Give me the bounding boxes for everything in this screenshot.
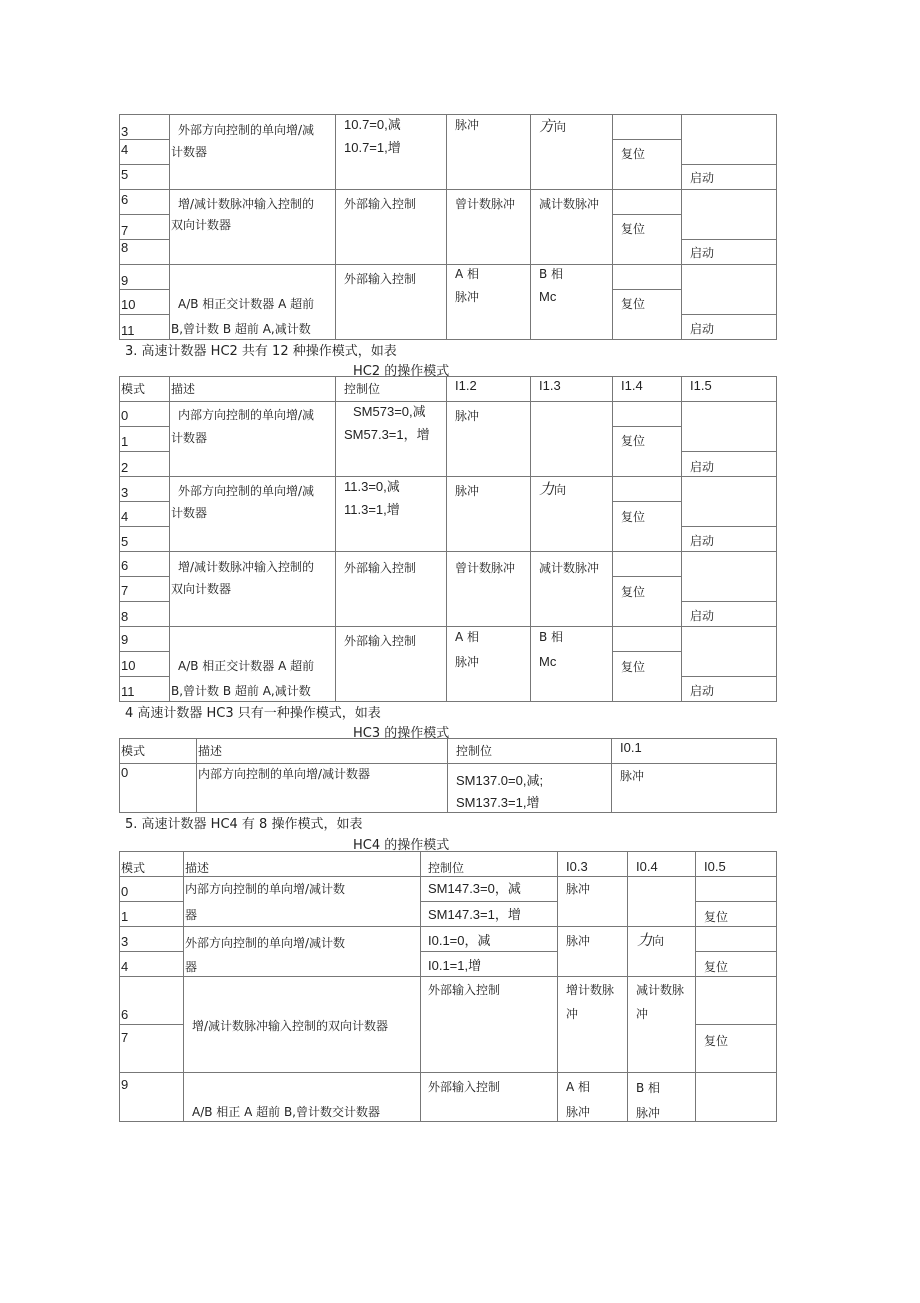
desc-text: 器 — [185, 908, 198, 922]
input-text: A 相 — [566, 1080, 591, 1094]
input-text-part: 力 — [539, 480, 555, 498]
desc-cell — [170, 477, 336, 552]
input-text: 冲 — [566, 1007, 579, 1021]
desc-text: 增/减计数脉冲输入控制的 — [178, 560, 315, 574]
mode-number: 7 — [121, 1030, 129, 1045]
ctrl-text: I0.1=1,增 — [428, 958, 482, 973]
input-text: 减计数脉冲 — [539, 197, 600, 211]
header-ctrl: 控制位 — [344, 382, 381, 396]
mode-number: 5 — [121, 534, 129, 549]
desc-cell — [184, 1073, 421, 1122]
mode-cell — [120, 627, 170, 652]
start-text: 启动 — [690, 534, 715, 548]
reset-text: 复位 — [621, 660, 646, 674]
header-mode: 模式 — [121, 382, 146, 396]
reset-cell — [613, 652, 682, 702]
input-text: 冲 — [636, 1007, 649, 1021]
ctrl-text: SM573=0,减 — [353, 404, 426, 419]
ctrl-text: 外部输入控制 — [344, 634, 417, 648]
mode-number: 11 — [121, 684, 135, 699]
input-text: Mc — [539, 654, 557, 669]
hc3-intro: 4 高速计数器 HC3 只有一种操作模式，如表 — [125, 706, 381, 721]
mode-cell — [120, 877, 184, 902]
reset-text: 复位 — [621, 147, 646, 161]
ctrl-cell — [421, 1073, 558, 1122]
desc-text: 内部方向控制的单向增/减 — [178, 408, 315, 422]
start-cell — [682, 240, 777, 265]
mode-cell — [120, 190, 170, 215]
header-input: I0.3 — [566, 859, 588, 874]
ctrl-cell — [336, 265, 447, 340]
desc-text: 外部方向控制的单向增/减 — [178, 123, 315, 137]
mode-cell — [120, 602, 170, 627]
input-text: 脉冲 — [636, 1106, 661, 1120]
input-text-part: 向 — [554, 120, 567, 134]
ctrl-text: 11.3=0,减 — [344, 479, 400, 494]
input-text: 脉冲 — [455, 409, 480, 423]
mode-cell — [120, 452, 170, 477]
mode-number: 8 — [121, 240, 129, 255]
start-cell — [682, 315, 777, 340]
header-cell — [120, 739, 197, 764]
mode-cell — [120, 577, 170, 602]
start-cell — [682, 452, 777, 477]
reset-cell — [696, 902, 777, 927]
hc2-intro: 3. 高速计数器 HC2 共有 12 种操作模式，如表 — [125, 344, 397, 359]
start-cell — [682, 627, 777, 677]
mode-cell — [120, 240, 170, 265]
reset-cell — [696, 977, 777, 1025]
input-cell — [628, 877, 696, 927]
ctrl-cell — [421, 902, 558, 927]
mode-number: 6 — [121, 558, 129, 573]
reset-text: 复位 — [621, 510, 646, 524]
mode-cell — [120, 165, 170, 190]
start-text: 启动 — [690, 609, 715, 623]
mode-number: 3 — [121, 124, 129, 139]
mode-number: 3 — [121, 934, 129, 949]
desc-cell — [197, 764, 448, 813]
mode-number: 4 — [121, 142, 129, 157]
start-cell — [682, 677, 777, 702]
input-text: 曾计数脉冲 — [455, 197, 516, 211]
mode-number: 6 — [121, 192, 129, 207]
mode-cell — [120, 402, 170, 427]
mode-cell — [120, 502, 170, 527]
input-cell — [531, 477, 613, 552]
desc-cell — [170, 115, 336, 190]
ctrl-text: 外部输入控制 — [344, 197, 417, 211]
header-cell — [197, 739, 448, 764]
input-cell — [531, 265, 613, 340]
mode-cell — [120, 952, 184, 977]
reset-cell — [696, 1025, 777, 1073]
input-text-part: 向 — [652, 934, 665, 948]
mode-number: 9 — [121, 632, 129, 647]
input-text: 增计数脉 — [566, 983, 615, 997]
header-cell — [447, 377, 531, 402]
mode-number: 7 — [121, 583, 129, 598]
start-cell — [682, 265, 777, 315]
mode-number: 0 — [121, 408, 129, 423]
header-desc: 描述 — [171, 382, 196, 396]
header-input: I1.4 — [621, 378, 643, 393]
ctrl-cell — [448, 764, 612, 813]
header-cell — [613, 377, 682, 402]
reset-cell — [696, 952, 777, 977]
input-text: 脉冲 — [566, 934, 591, 948]
input-text: 脉冲 — [566, 882, 591, 896]
input-cell — [447, 402, 531, 477]
header-desc: 描述 — [185, 861, 210, 875]
reset-text: 复位 — [704, 1034, 729, 1048]
start-cell — [682, 402, 777, 452]
reset-cell — [613, 265, 682, 290]
input-cell — [531, 552, 613, 627]
mode-number: 0 — [121, 765, 129, 780]
reset-cell — [696, 927, 777, 952]
mode-number: 1 — [121, 909, 129, 924]
hc1-mode-table — [119, 114, 777, 340]
header-cell — [558, 852, 628, 877]
reset-cell — [613, 402, 682, 427]
mode-number: 1 — [121, 434, 129, 449]
header-input: I1.2 — [455, 378, 477, 393]
reset-cell — [613, 427, 682, 477]
desc-cell — [184, 927, 421, 977]
ctrl-text: 10.7=1,增 — [344, 140, 401, 155]
header-desc: 描述 — [198, 744, 223, 758]
header-cell — [170, 377, 336, 402]
reset-text: 复位 — [621, 434, 646, 448]
ctrl-text: 外部输入控制 — [344, 272, 417, 286]
input-text: B 相 — [636, 1081, 661, 1095]
ctrl-text: SM57.3=1，增 — [344, 427, 430, 442]
header-cell — [682, 377, 777, 402]
desc-text: 内部方向控制的单向增/减计数 — [185, 882, 346, 896]
header-ctrl: 控制位 — [428, 861, 465, 875]
header-input: I1.3 — [539, 378, 561, 393]
mode-cell — [120, 265, 170, 290]
mode-cell — [120, 764, 197, 813]
input-text: A 相 — [455, 267, 480, 281]
start-cell — [682, 527, 777, 552]
reset-cell — [613, 477, 682, 502]
ctrl-text: SM137.3=1,增 — [456, 795, 540, 810]
mode-number: 6 — [121, 1007, 129, 1022]
input-cell — [558, 1073, 628, 1122]
hc3-mode-table — [119, 738, 777, 813]
reset-text: 复位 — [704, 960, 729, 974]
ctrl-text: 外部输入控制 — [428, 983, 501, 997]
reset-text: 复位 — [621, 585, 646, 599]
desc-text: 双向计数器 — [171, 582, 232, 596]
input-cell — [531, 115, 613, 190]
input-text-part: 方 — [539, 117, 555, 135]
mode-cell — [120, 527, 170, 552]
input-cell — [531, 627, 613, 702]
start-cell — [682, 165, 777, 190]
header-cell — [448, 739, 612, 764]
desc-text: 增/减计数脉冲输入控制的双向计数器 — [192, 1019, 389, 1033]
header-cell — [120, 377, 170, 402]
reset-cell — [613, 140, 682, 190]
reset-text: 复位 — [621, 222, 646, 236]
start-text: 启动 — [690, 684, 715, 698]
input-cell — [612, 764, 777, 813]
desc-cell — [184, 877, 421, 927]
input-text: 脉冲 — [455, 290, 480, 304]
mode-cell — [120, 215, 170, 240]
reset-cell — [613, 502, 682, 552]
desc-text: 器 — [185, 960, 198, 974]
mode-cell — [120, 902, 184, 927]
header-cell — [421, 852, 558, 877]
input-text: 减计数脉 — [636, 983, 685, 997]
input-text — [539, 482, 566, 497]
start-cell — [682, 602, 777, 627]
mode-cell — [120, 1025, 184, 1073]
desc-text: A/B 相正交计数器 A 超前 — [178, 659, 315, 673]
reset-cell — [613, 190, 682, 215]
input-cell — [447, 552, 531, 627]
input-cell — [628, 977, 696, 1073]
input-cell — [558, 927, 628, 977]
ctrl-text: 11.3=1,增 — [344, 502, 400, 517]
mode-cell — [120, 315, 170, 340]
mode-cell — [120, 477, 170, 502]
ctrl-text: 10.7=0,减 — [344, 117, 401, 132]
hc2-caption: HC2 的操作模式 — [353, 364, 450, 379]
desc-cell — [184, 977, 421, 1073]
mode-number: 11 — [121, 323, 135, 338]
mode-cell — [120, 140, 170, 165]
header-cell — [696, 852, 777, 877]
mode-number: 0 — [121, 884, 129, 899]
mode-number: 9 — [121, 1077, 129, 1092]
desc-text: 内部方向控制的单向增/减计数器 — [198, 767, 371, 781]
input-text: Mc — [539, 289, 557, 304]
desc-cell — [170, 552, 336, 627]
mode-number: 2 — [121, 460, 129, 475]
mode-cell — [120, 115, 170, 140]
ctrl-cell — [336, 627, 447, 702]
reset-cell — [696, 877, 777, 902]
mode-number: 8 — [121, 609, 129, 624]
reset-cell — [613, 552, 682, 577]
desc-cell — [170, 402, 336, 477]
hc4-mode-table — [119, 851, 777, 1122]
desc-text: 计数器 — [171, 145, 208, 159]
ctrl-text: 外部输入控制 — [428, 1080, 501, 1094]
header-cell — [531, 377, 613, 402]
mode-number: 7 — [121, 223, 129, 238]
mode-number: 10 — [121, 297, 136, 312]
start-cell — [682, 115, 777, 165]
mode-cell — [120, 290, 170, 315]
desc-text: 计数器 — [171, 431, 208, 445]
hc3-caption: HC3 的操作模式 — [353, 726, 450, 741]
header-input: I0.1 — [620, 740, 642, 755]
ctrl-text: SM147.3=0，减 — [428, 881, 521, 896]
input-cell — [447, 477, 531, 552]
input-text: 脉冲 — [566, 1105, 591, 1119]
desc-text: 增/减计数脉冲输入控制的 — [178, 197, 315, 211]
reset-cell — [613, 215, 682, 265]
ctrl-cell — [421, 977, 558, 1073]
header-mode: 模式 — [121, 744, 146, 758]
ctrl-cell — [421, 877, 558, 902]
mode-number: 4 — [121, 959, 129, 974]
ctrl-cell — [336, 477, 447, 552]
ctrl-text: I0.1=0，减 — [428, 933, 491, 948]
mode-number: 10 — [121, 658, 136, 673]
desc-cell — [170, 265, 336, 340]
mode-cell — [120, 977, 184, 1025]
reset-cell — [696, 1073, 777, 1122]
start-text: 启动 — [690, 246, 715, 260]
input-cell — [447, 115, 531, 190]
ctrl-cell — [421, 927, 558, 952]
ctrl-cell — [336, 190, 447, 265]
reset-cell — [613, 290, 682, 340]
start-text: 启动 — [690, 460, 715, 474]
desc-text: 计数器 — [171, 506, 208, 520]
reset-text: 复位 — [621, 297, 646, 311]
reset-cell — [613, 577, 682, 627]
input-text: 脉冲 — [455, 118, 480, 132]
mode-number: 3 — [121, 485, 129, 500]
header-ctrl: 控制位 — [456, 744, 493, 758]
header-input: I0.5 — [704, 859, 726, 874]
desc-text: B,曾计数 B 超前 A,减计数 — [171, 684, 311, 698]
reset-text: 复位 — [704, 910, 729, 924]
input-cell — [628, 1073, 696, 1122]
start-cell — [682, 477, 777, 527]
start-cell — [682, 190, 777, 240]
desc-cell — [170, 190, 336, 265]
mode-cell — [120, 1073, 184, 1122]
input-text-part: 向 — [554, 483, 567, 497]
ctrl-text: SM137.0=0,减; — [456, 773, 544, 788]
desc-text: 外部方向控制的单向增/减计数 — [185, 936, 346, 950]
input-cell — [447, 190, 531, 265]
start-text: 启动 — [690, 322, 715, 336]
start-text: 启动 — [690, 171, 715, 185]
input-text: 曾计数脉冲 — [455, 561, 516, 575]
mode-cell — [120, 552, 170, 577]
input-text-part: 力 — [637, 931, 653, 949]
input-text — [637, 933, 664, 948]
ctrl-cell — [336, 402, 447, 477]
mode-number: 9 — [121, 273, 129, 288]
mode-cell — [120, 927, 184, 952]
input-text: 减计数脉冲 — [539, 561, 600, 575]
input-cell — [531, 190, 613, 265]
input-cell — [447, 265, 531, 340]
desc-text: B,曾计数 B 超前 A,减计数 — [171, 322, 311, 336]
header-cell — [336, 377, 447, 402]
input-text: B 相 — [539, 267, 564, 281]
header-input: I0.4 — [636, 859, 658, 874]
hc4-intro: 5. 高速计数器 HC4 有 8 操作模式，如表 — [125, 817, 363, 832]
hc2-mode-table — [119, 376, 777, 702]
input-cell — [558, 877, 628, 927]
ctrl-cell — [336, 115, 447, 190]
reset-cell — [613, 115, 682, 140]
mode-number: 4 — [121, 509, 129, 524]
header-input: I1.5 — [690, 378, 712, 393]
ctrl-text: 外部输入控制 — [344, 561, 417, 575]
desc-text: 双向计数器 — [171, 218, 232, 232]
mode-cell — [120, 427, 170, 452]
desc-text: A/B 相正交计数器 A 超前 — [178, 297, 315, 311]
mode-cell — [120, 652, 170, 677]
desc-text: 外部方向控制的单向增/减 — [178, 484, 315, 498]
input-text: 脉冲 — [620, 769, 645, 783]
header-cell — [612, 739, 777, 764]
input-text — [539, 119, 566, 134]
ctrl-text: SM147.3=1，增 — [428, 907, 521, 922]
input-cell — [531, 402, 613, 477]
input-cell — [558, 977, 628, 1073]
start-cell — [682, 552, 777, 602]
input-cell — [447, 627, 531, 702]
header-cell — [184, 852, 421, 877]
header-cell — [120, 852, 184, 877]
input-text: 脉冲 — [455, 655, 480, 669]
desc-cell — [170, 627, 336, 702]
desc-text: A/B 相正 A 超前 B,曾计数交计数器 — [192, 1105, 380, 1119]
header-mode: 模式 — [121, 861, 146, 875]
input-text: B 相 — [539, 630, 564, 644]
hc4-caption: HC4 的操作模式 — [353, 838, 450, 853]
reset-cell — [613, 627, 682, 652]
input-text: 脉冲 — [455, 484, 480, 498]
header-cell — [628, 852, 696, 877]
mode-number: 5 — [121, 167, 129, 182]
input-cell — [628, 927, 696, 977]
mode-cell — [120, 677, 170, 702]
ctrl-cell — [336, 552, 447, 627]
ctrl-cell — [421, 952, 558, 977]
input-text: A 相 — [455, 630, 480, 644]
